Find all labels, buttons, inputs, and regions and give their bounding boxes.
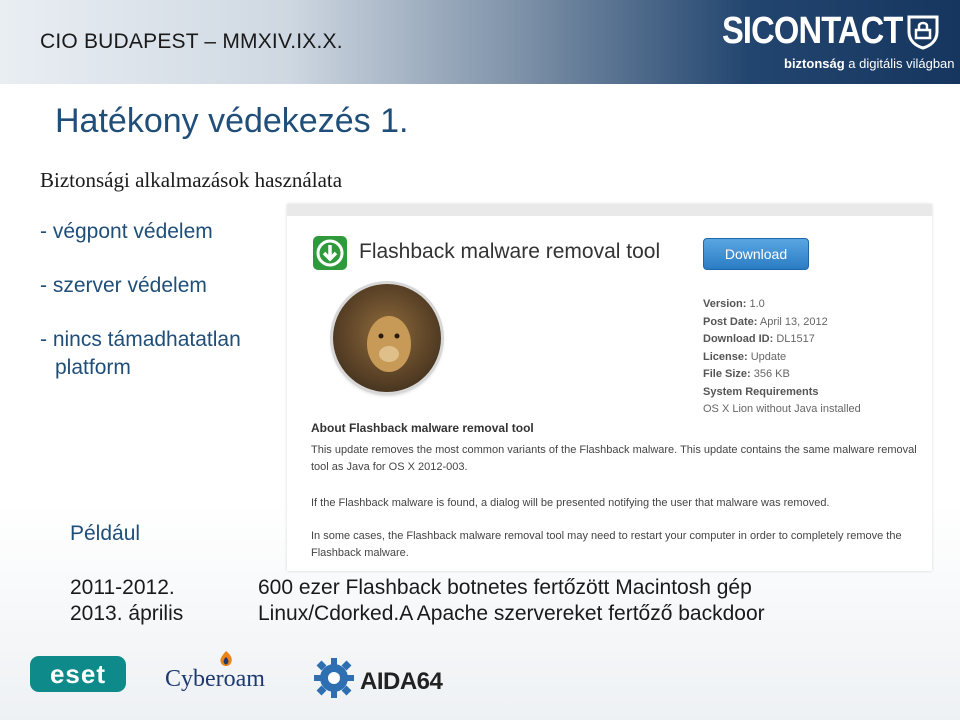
example-date-1: 2011-2012. — [70, 576, 175, 599]
slide-title: Hatékony védekezés 1. — [55, 102, 409, 140]
meta-label: Version: — [703, 298, 747, 310]
meta-download-id — [703, 331, 861, 349]
download-metadata — [703, 296, 861, 419]
meta-system-requirements — [703, 384, 861, 402]
about-heading: About Flashback malware removal tool — [311, 421, 534, 435]
meta-label: System Requirements — [703, 385, 819, 398]
cyberoam-logo: Cyberoam — [165, 666, 265, 692]
event-title: CIO BUDAPEST – MMXIV.IX.X. — [40, 30, 343, 53]
meta-value: Update — [750, 350, 787, 363]
download-button[interactable]: Download — [703, 238, 809, 270]
meta-label: Post Date: — [703, 315, 758, 328]
example-date-2: 2013. április — [70, 602, 184, 625]
apple-download-page-screenshot — [287, 204, 932, 571]
meta-label: License: — [703, 350, 748, 363]
eset-logo: eset — [30, 656, 126, 692]
meta-post-date — [703, 314, 861, 332]
slide-subtitle: Biztonsági alkalmazások használata — [40, 168, 343, 192]
meta-value: April 13, 2012 — [759, 315, 828, 328]
meta-label: Download ID: — [703, 333, 774, 345]
aida64-logo: AIDA64 — [360, 668, 443, 695]
meta-version — [703, 296, 861, 314]
sicontact-logo — [722, 10, 955, 76]
about-paragraph-1: This update removes the most common variants of the Flashback malware. This update contains the same malware removal tool as Java for OS X 2012-003. — [311, 444, 917, 473]
meta-value: 1.0 — [749, 298, 765, 310]
download-arrow-icon — [313, 236, 347, 270]
meta-value: OS X Lion without Java installed — [703, 403, 861, 415]
bullet-endpoint: - végpont védelem — [40, 220, 213, 243]
tool-title: Flashback malware removal tool — [359, 240, 661, 263]
about-paragraph-2: If the Flashback malware is found, a dialog will be presented notifying the user that malware was removed. — [311, 497, 830, 509]
meta-os-requirement — [703, 401, 861, 419]
logo-tagline — [784, 56, 955, 71]
meta-value: 356 KB — [753, 368, 790, 380]
about-paragraph-3: In some cases, the Flashback malware removal tool may need to restart your computer in order to completely remove the Flashback malware. — [311, 530, 902, 559]
gear-icon — [312, 656, 356, 700]
tagline-bold: biztonság — [784, 56, 845, 71]
meta-license — [703, 349, 861, 367]
lion-os-x-icon — [333, 284, 441, 392]
example-text-1: 600 ezer Flashback botnetes fertőzött Macintosh gép — [258, 576, 752, 599]
meta-file-size — [703, 366, 861, 384]
logo-wordmark: SICONTACT — [722, 10, 903, 52]
bullet-no-invulnerable: - nincs támadhatatlan — [40, 328, 241, 351]
tagline-rest: a digitális világban — [844, 56, 955, 71]
examples-heading: Például — [70, 522, 141, 545]
bullet-server: - szerver védelem — [40, 274, 207, 297]
slide-header — [0, 0, 960, 84]
shield-logo-icon — [906, 14, 940, 50]
example-text-2: Linux/Cdorked.A Apache szervereket fertőző backdoor — [258, 602, 765, 625]
meta-value: DL1517 — [776, 333, 815, 345]
bullet-platform: platform — [55, 356, 131, 379]
meta-label: File Size: — [703, 368, 751, 380]
